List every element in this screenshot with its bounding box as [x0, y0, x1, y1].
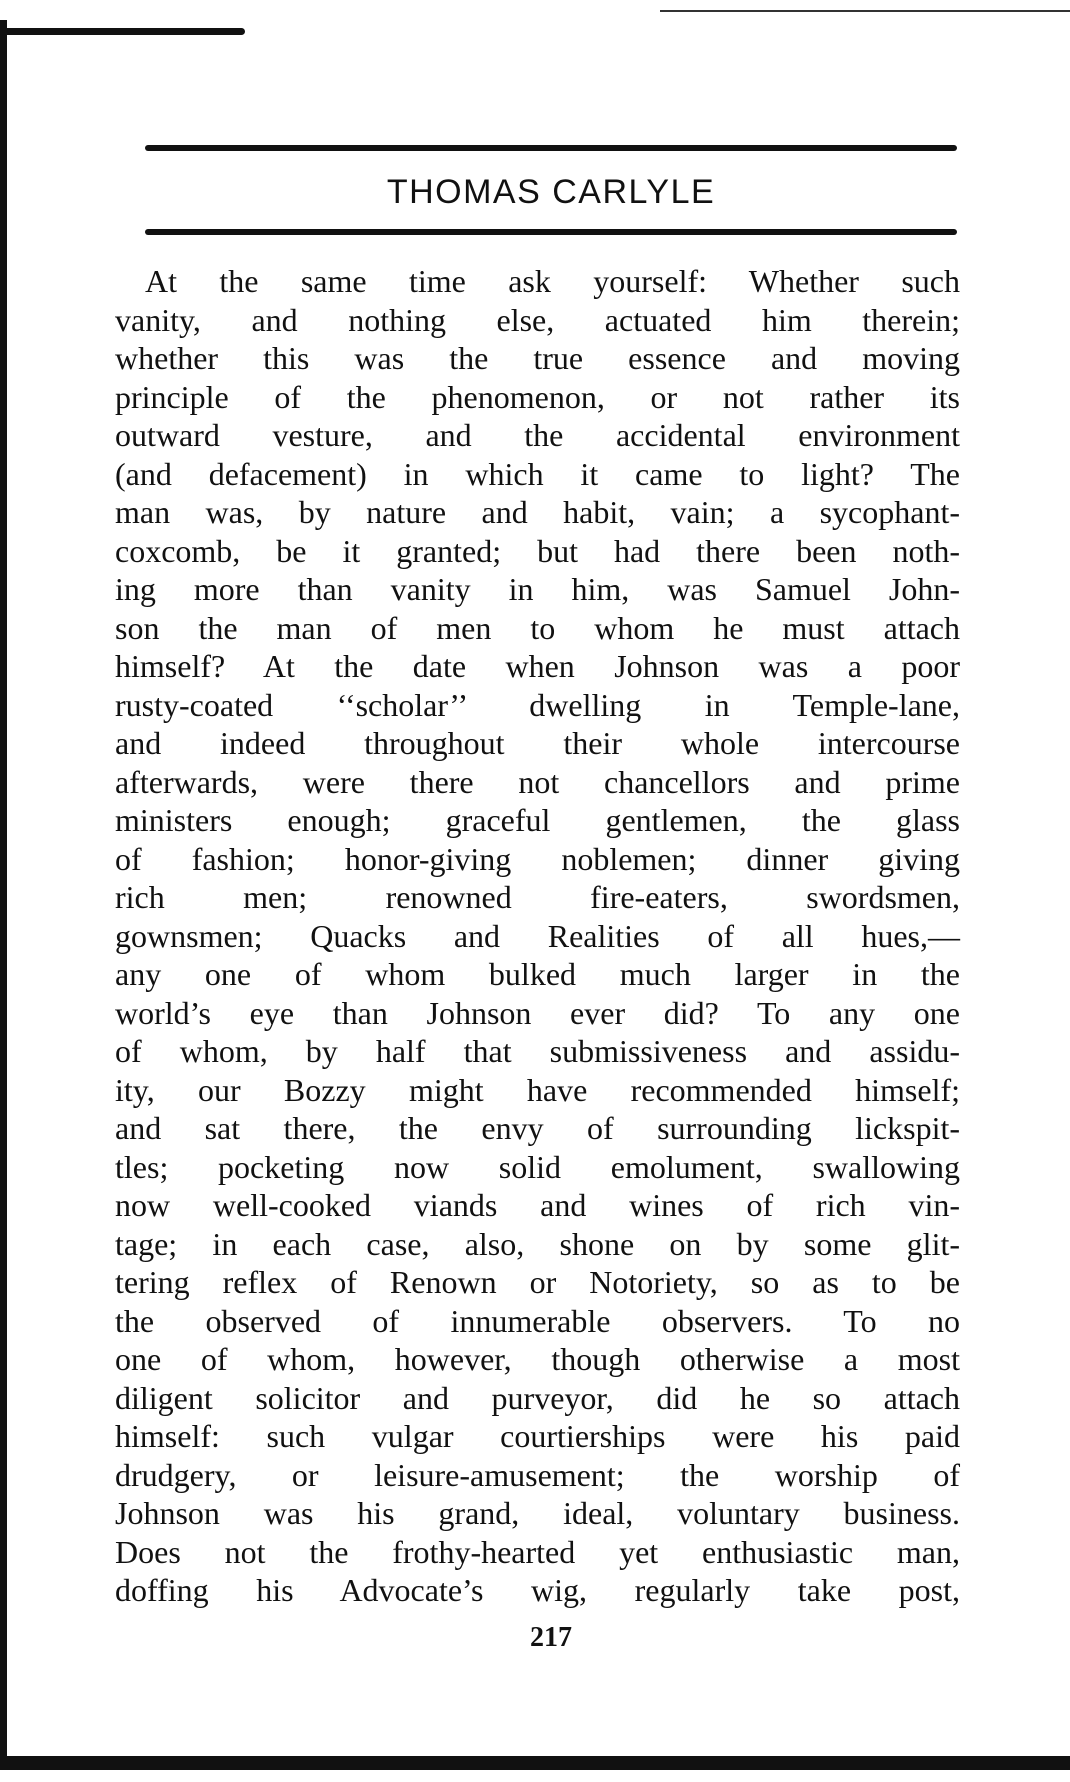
text-line: gownsmen; Quacks and Realities of all hues,— [115, 917, 960, 954]
text-line: now well-cooked viands and wines of rich vin- [115, 1187, 960, 1223]
text-line: tage; in each case, also, shone on by some glit- [115, 1225, 960, 1262]
text-line: drudgery, or leisure-amusement; the worship of [115, 1456, 960, 1493]
scan-border-top [0, 28, 245, 35]
text-line: ity, our Bozzy might have recommended himself; [115, 1071, 960, 1108]
text-line: man was, by nature and habit, vain; a sycophant- [115, 494, 960, 530]
text-line: tles; pocketing now solid emolument, swallowing [115, 1148, 960, 1185]
text-line: son the man of men to whom he must attach [115, 609, 960, 646]
text-line: rusty-coated ‘‘scholar’’ dwelling in Temple-lane, [115, 686, 960, 723]
scan-border-left [0, 20, 7, 1765]
text-line: himself: such vulgar courtierships were his paid [115, 1418, 960, 1454]
text-line: ing more than vanity in him, was Samuel John- [115, 571, 960, 607]
text-line: tering reflex of Renown or Notoriety, so as to be [115, 1264, 960, 1300]
body-paragraph [115, 262, 960, 1610]
text-line: whether this was the true essence and moving [115, 340, 960, 376]
text-line: principle of the phenomenon, or not rather its [115, 378, 960, 415]
text-line: himself? At the date when Johnson was a poor [115, 648, 960, 684]
text-line: Johnson was his grand, ideal, voluntary business. [115, 1495, 960, 1531]
text-line: and indeed throughout their whole intercourse [115, 725, 960, 761]
scan-border-bottom [0, 1756, 1070, 1770]
text-line: doffing his Advocate’s wig, regularly take post, [115, 1572, 960, 1608]
page-number: 217 [530, 1622, 572, 1653]
running-header: THOMAS CARLYLE [386, 173, 716, 211]
text-line: of fashion; honor-giving noblemen; dinner giving [115, 840, 960, 877]
header-rule-bottom [145, 229, 957, 235]
text-line: vanity, and nothing else, actuated him therein; [115, 301, 960, 338]
text-line: afterwards, were there not chancellors and prime [115, 763, 960, 800]
text-line: world’s eye than Johnson ever did? To any one [115, 994, 960, 1031]
text-line: outward vesture, and the accidental environment [115, 417, 960, 453]
text-line: and sat there, the envy of surrounding lickspit- [115, 1110, 960, 1146]
text-line: ministers enough; graceful gentlemen, the glass [115, 802, 960, 838]
text-line: Does not the frothy-hearted yet enthusiastic man, [115, 1533, 960, 1570]
text-line: At the same time ask yourself: Whether such [145, 263, 960, 299]
scan-border-top-thin [660, 10, 1070, 12]
text-line: any one of whom bulked much larger in the [115, 956, 960, 992]
text-line: coxcomb, be it granted; but had there been noth- [115, 532, 960, 569]
text-line: diligent solicitor and purveyor, did he so attach [115, 1379, 960, 1416]
text-line: rich men; renowned fire-eaters, swordsmen, [115, 879, 960, 915]
text-line: one of whom, however, though otherwise a most [115, 1341, 960, 1377]
header-rule-top [145, 145, 957, 151]
text-line: of whom, by half that submissiveness and assidu- [115, 1033, 960, 1069]
text-line: the observed of innumerable observers. To no [115, 1302, 960, 1339]
text-line: (and defacement) in which it came to light? The [115, 455, 960, 492]
